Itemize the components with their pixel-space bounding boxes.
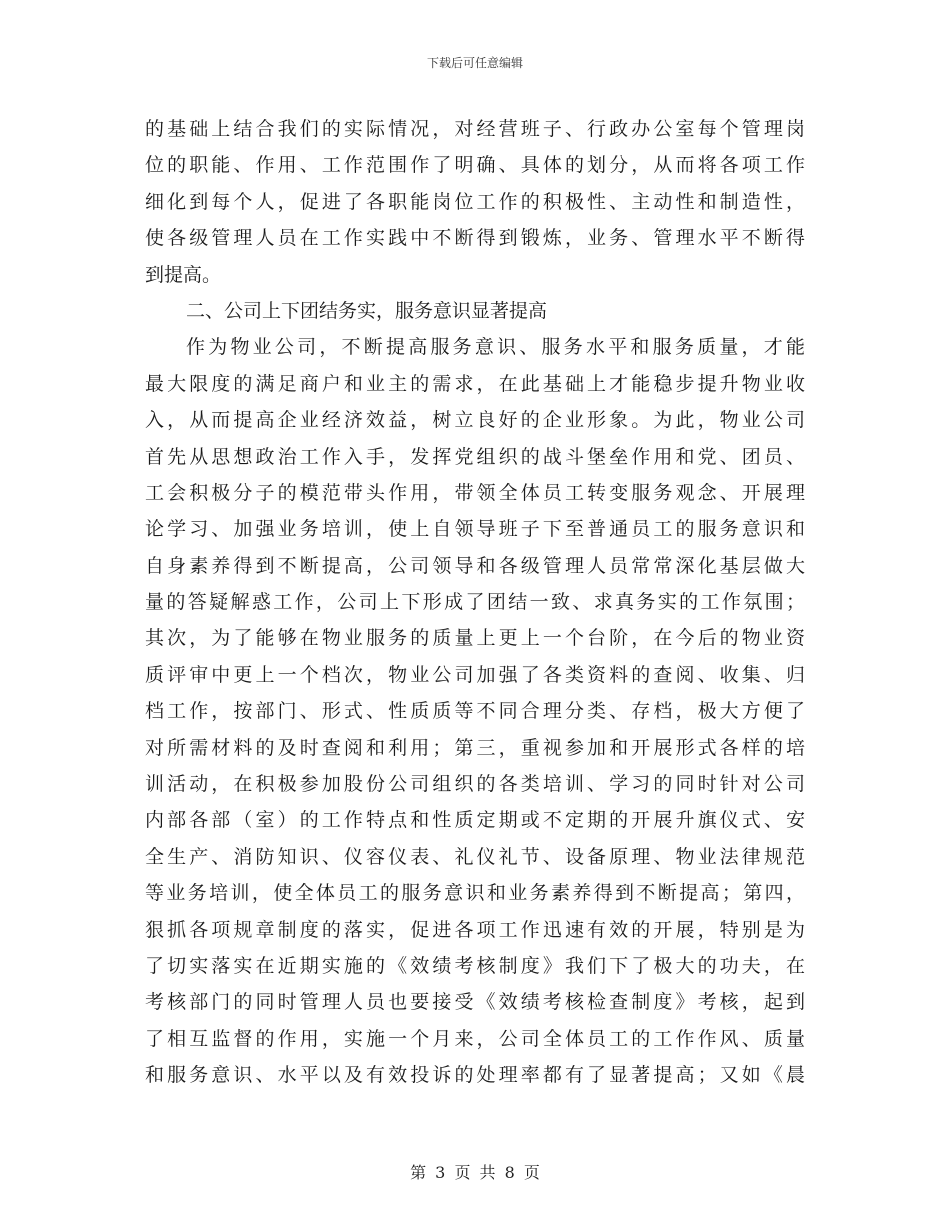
text-line: 工会积极分子的模范带头作用，带领全体员工转变服务观念、开展理	[145, 481, 805, 504]
text-line: 档工作，按部门、形式、性质质等不同合理分类、存档，极大方便了	[145, 700, 805, 723]
text-line: 等业务培训，使全体员工的服务意识和业务素养得到不断提高；第四，	[145, 882, 805, 905]
text-line: 了相互监督的作用，实施一个月来，公司全体员工的工作作风、质量	[145, 1027, 805, 1050]
text-line: 和服务意识、水平以及有效投诉的处理率都有了显著提高；又如《晨	[145, 1064, 805, 1087]
text-line: 其次，为了能够在物业服务的质量上更上一个台阶，在今后的物业资	[145, 627, 805, 650]
text-line: 量的答疑解惑工作，公司上下形成了团结一致、求真务实的工作氛围；	[145, 591, 805, 614]
text-line: 自身素养得到不断提高，公司领导和各级管理人员常常深化基层做大	[145, 554, 805, 577]
text-line: 的基础上结合我们的实际情况，对经营班子、行政办公室每个管理岗	[145, 118, 805, 140]
text-line: 最大限度的满足商户和业主的需求，在此基础上才能稳步提升物业收	[145, 372, 805, 395]
page-number: 第 3 页 共 8 页	[410, 1163, 540, 1182]
text-line: 作为物业公司，不断提高服务意识、服务水平和服务质量，才能	[186, 336, 805, 359]
text-line: 考核部门的同时管理人员也要接受《效绩考核检查制度》考核，起到	[145, 991, 805, 1014]
text-line: 入，从而提高企业经济效益，树立良好的企业形象。为此，物业公司	[145, 409, 805, 432]
text-line: 了切实落实在近期实施的《效绩考核制度》我们下了极大的功夫，在	[145, 954, 805, 977]
text-line: 质评审中更上一个档次，物业公司加强了各类资料的查阅、收集、归	[145, 663, 805, 686]
text-line: 论学习、加强业务培训，使上自领导班子下至普通员工的服务意识和	[145, 518, 805, 541]
text-line: 细化到每个人，促进了各职能岗位工作的积极性、主动性和制造性，	[145, 190, 805, 213]
page-header-note: 下载后可任意编辑	[426, 56, 523, 70]
text-line: 狠抓各项规章制度的落实，促进各项工作迅速有效的开展，特别是为	[145, 918, 805, 941]
text-line: 对所需材料的及时查阅和利用；第三，重视参加和开展形式各样的培	[145, 736, 805, 759]
section-heading: 二、公司上下团结务实，服务意识显著提高	[186, 299, 548, 322]
document-body	[145, 111, 805, 1094]
text-line: 位的职能、作用、工作范围作了明确、具体的划分，从而将各项工作	[145, 154, 805, 177]
text-line: 训活动，在积极参加股份公司组织的各类培训、学习的同时针对公司	[145, 773, 805, 796]
text-line: 到提高。	[145, 263, 222, 286]
text-line: 使各级管理人员在工作实践中不断得到锻炼，业务、管理水平不断得	[145, 227, 805, 250]
text-line: 内部各部（室）的工作特点和性质定期或不定期的开展升旗仪式、安	[145, 809, 805, 832]
text-line: 首先从思想政治工作入手，发挥党组织的战斗堡垒作用和党、团员、	[145, 445, 805, 468]
text-line: 全生产、消防知识、仪容仪表、礼仪礼节、设备原理、物业法律规范	[145, 845, 805, 868]
